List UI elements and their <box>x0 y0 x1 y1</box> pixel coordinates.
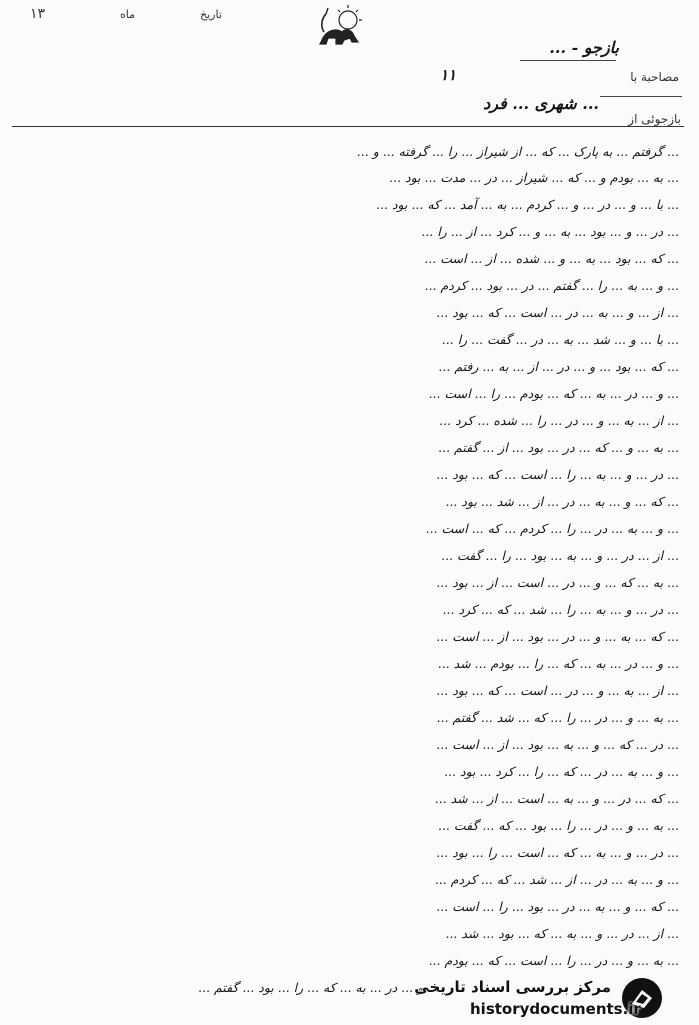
interview-label: مصاحبة با <box>630 70 679 84</box>
interview-underline <box>520 60 616 61</box>
statement-line: ... به ... و ... در ... را ... که ... شد ... گفتم ... <box>436 710 679 725</box>
month-label: ماه <box>120 8 136 21</box>
statement-line: ... که ... و ... به ... در ... از ... شد ... بود ... <box>445 494 679 509</box>
statement-line: ... به ... و ... در ... را ... بود ... که ... گفت ... <box>437 818 679 833</box>
statement-line: ... از ... به ... و ... در ... را ... شده ... کرد ... <box>439 413 679 428</box>
interrogation-label: بازجوئی از <box>628 112 681 126</box>
statement-line: ... از ... به ... و ... در ... است ... که ... بود ... <box>436 683 679 698</box>
statement-line: ... که ... و ... به ... در ... بود ... را ... است ... <box>436 899 679 914</box>
statement-line: ... که ... بود ... به ... و ... شده ... از ... است ... <box>424 251 679 266</box>
statement-line: ... که ... بود ... و ... در ... از ... به ... رفتم ... <box>438 359 679 374</box>
statement-line: ... و ... به ... را ... گفتم ... در ... بود ... کردم ... <box>424 278 679 293</box>
statement-line: ... به ... و ... در ... را ... است ... که ... بودم ... <box>428 953 679 968</box>
statement-line: ... در ... که ... و ... به ... بود ... از ... است ... <box>436 737 679 752</box>
statement-line: ... و ... در ... به ... که ... را ... بودم ... شد ... <box>437 656 679 671</box>
statement-line: ... و ... به ... در ... که ... را ... کرد ... بود ... <box>444 764 679 779</box>
date-label: تاریخ <box>200 8 222 21</box>
lion-and-sun-emblem-icon <box>312 4 368 48</box>
statement-line: ... به ... بودم و ... که ... شیراز ... در ... مدت ... بود ... <box>389 170 679 185</box>
watermark-url: historydocuments.ir <box>470 1000 641 1018</box>
interrogation-value: ... شهری ... فرد <box>483 94 599 113</box>
interview-value: بازجو - ... <box>549 38 619 57</box>
interrogation-underline <box>600 96 682 97</box>
statement-line: ... در ... و ... به ... را ... است ... که ... بود ... <box>436 467 679 482</box>
statement-line: ... که ... در ... و ... به ... است ... از ... شد ... <box>434 791 679 806</box>
page-number: ١٣ <box>30 6 46 22</box>
statement-line: ... به ... و ... که ... در ... بود ... از ... گفتم ... <box>438 440 679 455</box>
statement-line: ... و ... به ... در ... را ... کردم ... که ... است ... <box>425 521 679 536</box>
statement-line: ... از ... و ... به ... در ... است ... که ... بود ... <box>436 305 679 320</box>
statement-line: ... از ... در ... و ... به ... که ... بود ... شد ... <box>445 926 679 941</box>
statement-line: ... و ... به ... در ... از ... شد ... که ... کردم ... <box>434 872 679 887</box>
statement-line: ... و ... در ... به ... که ... را ... بود ... گفتم ... <box>198 980 439 995</box>
statement-line: ... با ... و ... شد ... به ... در ... گفت ... را ... <box>441 332 679 347</box>
statement-line: ... در ... و ... بود ... به ... و ... کرد ... از ... را ... <box>421 224 679 239</box>
sheet-number: ١١ <box>440 66 457 84</box>
statement-line: ... که ... به ... و ... در ... بود ... از ... است ... <box>436 629 679 644</box>
statement-line: ... به ... که ... و ... در ... است ... از ... بود ... <box>436 575 679 590</box>
watermark-title: مرکز بررسی اسناد تاریخی <box>414 978 611 996</box>
statement-line: ... با ... و ... در ... و ... کردم ... به ... آمد ... که ... بود ... <box>376 197 679 212</box>
statement-line: ... از ... در ... و ... به ... بود ... را ... گفت ... <box>441 548 679 563</box>
statement-line: ... در ... و ... به ... که ... است ... را ... بود ... <box>436 845 679 860</box>
statement-line: ... گرفتم ... به پارک ... که ... از شیراز ... را ... گرفته ... و ... <box>356 144 679 159</box>
statement-line: ... در ... و ... به ... را ... شد ... که ... کرد ... <box>442 602 679 617</box>
statement-line: ... و ... در ... به ... که ... بودم ... را ... است ... <box>428 386 679 401</box>
